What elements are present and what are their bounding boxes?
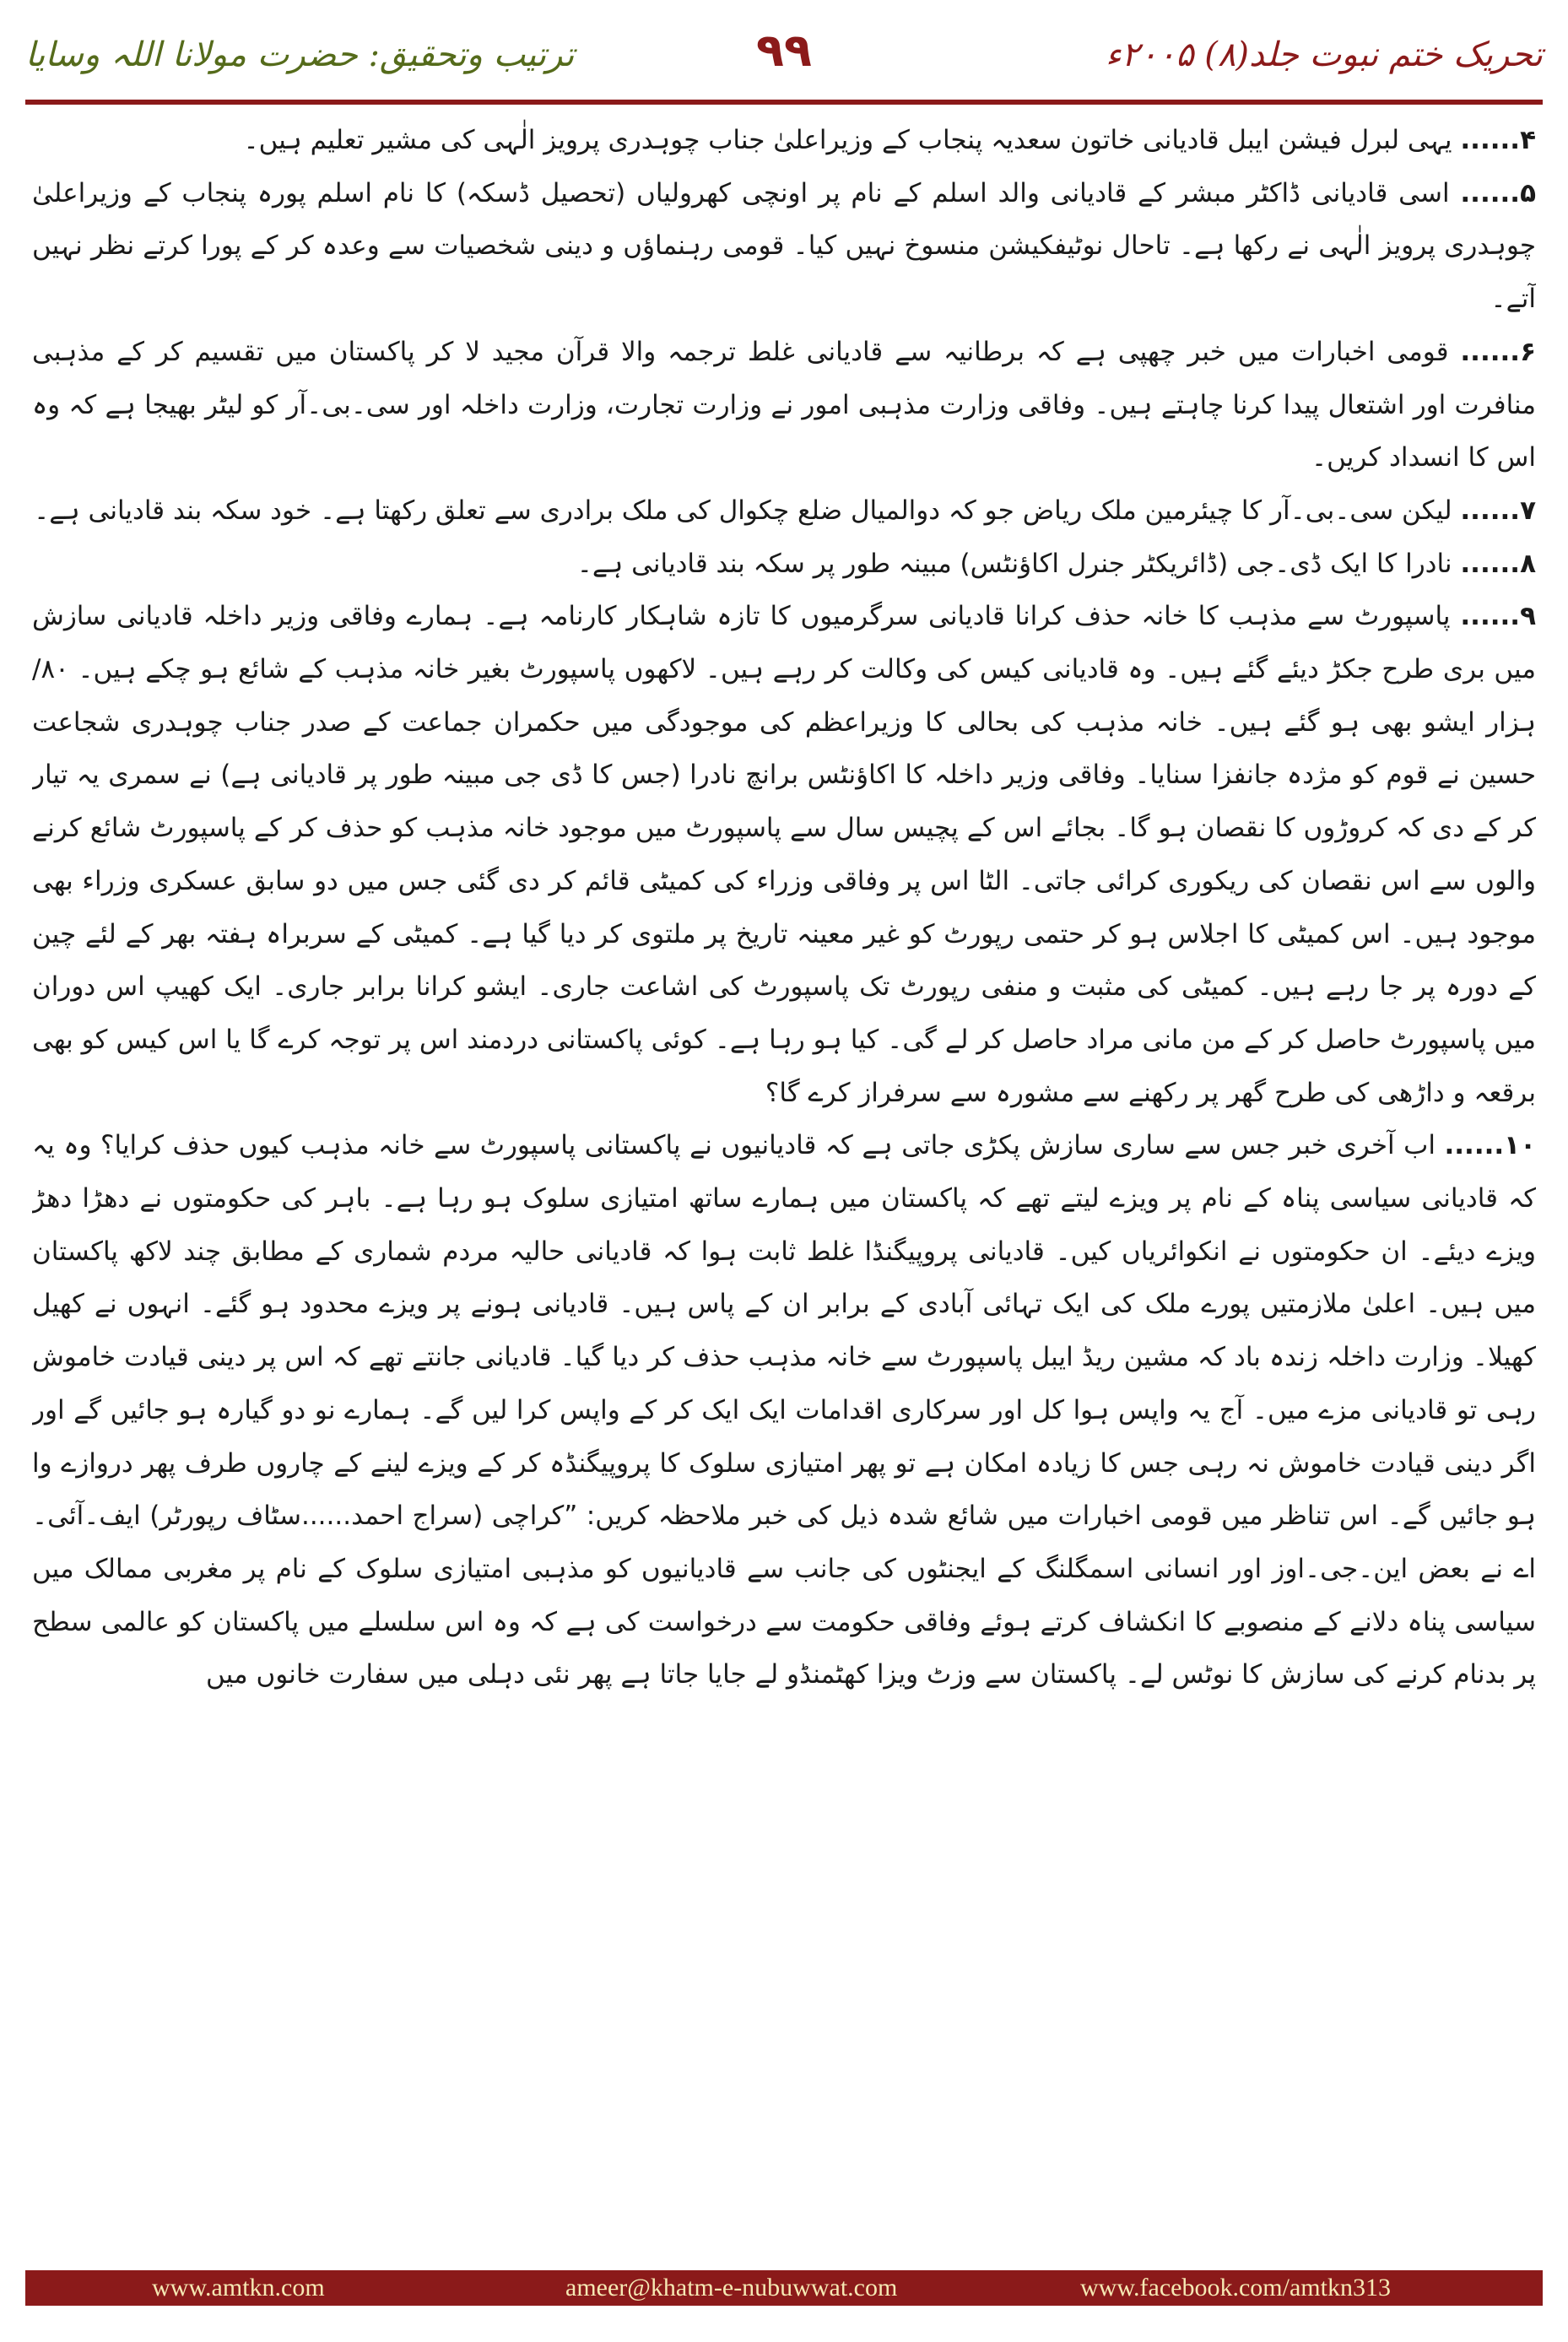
paragraph-text: لیکن سی۔بی۔آر کا چیئرمین ملک ریاض جو کہ دوالمیال ضلع چکوال کی ملک برادری سے تعلق رکھتا ہے۔ خود سکہ بند قادیانی ہے۔ bbox=[34, 495, 1452, 526]
paragraph-number: ۴...... bbox=[1460, 125, 1536, 155]
page-number: ۹۹ bbox=[756, 24, 812, 77]
paragraph-4 bbox=[32, 114, 1536, 167]
paragraph-text: اب آخری خبر جس سے ساری سازش پکڑی جاتی ہے کہ قادیانیوں نے پاکستانی پاسپورٹ سے خانہ مذہب کیوں حذف کرایا؟ وہ یہ کہ قادیانی سیاسی پناہ کے نام پر ویزے لیتے تھے کہ پاکستان میں ہمارے ساتھ امتیازی سلوک ہو رہا ہے۔ باہر کی حکومتوں نے دھڑا دھڑ ویزے دیئے۔ ان حکومتوں نے انکوائریاں کیں۔ قادیانی پروپیگنڈا غلط ثابت ہوا کہ قادیانی حالیہ مردم شماری کے مطابق چند لاکھ پاکستان میں ہیں۔ اعلیٰ ملازمتیں پورے ملک کی ایک تہائی آبادی کے برابر ان کے پاس ہیں۔ قادیانی ہونے پر ویزے محدود ہو گئے۔ انہوں نے کھیل کھیلا۔ وزارت داخلہ زندہ باد کہ مشین ریڈ ایبل پاسپورٹ سے خانہ مذہب حذف کر دیا گیا۔ قادیانی جانتے تھے کہ اس پر دینی قیادت خاموش رہی تو قادیانی مزے میں۔ آج یہ واپس ہوا کل اور سرکاری اقدامات ایک ایک کر کے واپس کرا لیں گے۔ ہمارے نو دو گیارہ ہو جائیں گے اور اگر دینی قیادت خاموش نہ رہی جس کا زیادہ امکان ہے تو پھر امتیازی سلوک کا پروپیگنڈہ کر کے ویزے لینے کے چاروں طرف پھر دروازے وا ہو جائیں گے۔ اس تناظر میں قومی اخبارات میں شائع شدہ ذیل کی خبر ملاحظہ کریں: ”کراچی (سراج احمد......سٹاف رپورٹر) ایف۔آئی۔اے نے بعض این۔جی۔اوز اور انسانی اسمگلنگ کے ایجنٹوں کی جانب سے قادیانیوں کو مذہبی امتیازی سلوک کے نام پر مغربی ممالک میں سیاسی پناہ دلانے کے منصوبے کا انکشاف کرتے ہوئے وفاقی حکومت سے درخواست کی ہے کہ وہ اس سلسلے میں پاکستان کو عالمی سطح پر بدنام کرنے کی سازش کا نوٹس لے۔ پاکستان سے وزٹ ویزا کھٹمنڈو لے جایا جاتا ہے پھر نئی دہلی میں سفارت خانوں میں bbox=[32, 1130, 1536, 1690]
footer-bar bbox=[25, 2270, 1543, 2306]
paragraph-8 bbox=[32, 538, 1536, 591]
paragraph-number: ۵...... bbox=[1460, 177, 1536, 208]
paragraph-text: نادرا کا ایک ڈی۔جی (ڈائریکٹر جنرل اکاؤنٹس) مبینہ طور پر سکہ بند قادیانی ہے۔ bbox=[576, 548, 1452, 579]
body-text bbox=[32, 114, 1536, 2237]
footer-facebook-link[interactable]: www.facebook.com/amtkn313 bbox=[1080, 2274, 1391, 2301]
footer-website-link[interactable]: www.amtkn.com bbox=[152, 2274, 325, 2301]
footer-email-link[interactable]: ameer@khatm-e-nubuwwat.com bbox=[565, 2274, 898, 2301]
paragraph-text: قومی اخبارات میں خبر چھپی ہے کہ برطانیہ سے قادیانی غلط ترجمہ والا قرآن مجید لا کر پاکستان میں تقسیم کر کے مذہبی منافرت اور اشتعال پیدا کرنا چاہتے ہیں۔ وفاقی وزارت مذہبی امور نے وزارت تجارت، وزارت داخلہ اور سی۔بی۔آر کو لیٹر بھیجا ہے کہ وہ اس کا انسداد کریں۔ bbox=[32, 336, 1536, 473]
paragraph-10 bbox=[32, 1119, 1536, 1701]
header-book-title: تحریک ختم نبوت جلد(۸) ۲۰۰۵ء bbox=[1105, 35, 1543, 74]
paragraph-number: ۸...... bbox=[1460, 548, 1536, 579]
header-rule bbox=[25, 100, 1543, 105]
paragraph-7 bbox=[32, 484, 1536, 538]
paragraph-text: یہی لبرل فیشن ایبل قادیانی خاتون سعدیہ پنجاب کے وزیراعلیٰ جناب چوہدری پرویز الٰہی کی مشیر تعلیم ہیں۔ bbox=[243, 125, 1452, 155]
paragraph-number: ۷...... bbox=[1460, 495, 1536, 526]
paragraph-5 bbox=[32, 167, 1536, 326]
paragraph-6 bbox=[32, 326, 1536, 484]
paragraph-text: اسی قادیانی ڈاکٹر مبشر کے قادیانی والد اسلم کے نام پر اونچی کھرولیاں (تحصیل ڈسکہ) کا نام اسلم پورہ پنجاب کے وزیراعلیٰ چوہدری پرویز الٰہی نے رکھا ہے۔ تاحال نوٹیفکیشن منسوخ نہیں کیا۔ قومی رہنماؤں و دینی شخصیات سے وعدہ کر کے پورا کرتے نظر نہیں آتے۔ bbox=[32, 177, 1536, 315]
paragraph-number: ۶...... bbox=[1460, 336, 1536, 367]
paragraph-number: ۹...... bbox=[1460, 601, 1536, 632]
page-header bbox=[25, 24, 1543, 91]
paragraph-9 bbox=[32, 590, 1536, 1119]
header-compiler: ترتیب وتحقیق: حضرت مولانا اللہ وسایا bbox=[25, 35, 575, 74]
paragraph-number: ۱۰...... bbox=[1444, 1130, 1536, 1161]
paragraph-text: پاسپورٹ سے مذہب کا خانہ حذف کرانا قادیانی سرگرمیوں کا تازہ شاہکار کارنامہ ہے۔ ہمارے وفاقی وزیر داخلہ قادیانی سازش میں بری طرح جکڑ دیئے گئے ہیں۔ وہ قادیانی کیس کی وکالت کر رہے ہیں۔ لاکھوں پاسپورٹ بغیر خانہ مذہب کے شائع ہو چکے ہیں۔ ۸۰/ ہزار ایشو بھی ہو گئے ہیں۔ خانہ مذہب کی بحالی کا وزیراعظم کی موجودگی میں حکمران جماعت کے صدر جناب چوہدری شجاعت حسین نے قوم کو مژدہ جانفزا سنایا۔ وفاقی وزیر داخلہ کا اکاؤنٹس برانچ نادرا (جس کا ڈی جی مبینہ طور پر قادیانی ہے) نے سمری یہ تیار کر کے دی کہ کروڑوں کا نقصان ہو گا۔ بجائے اس کے پچیس سال سے پاسپورٹ میں موجود خانہ مذہب کو حذف کر کے پاسپورٹ شائع کرنے والوں سے اس نقصان کی ریکوری کرائی جاتی۔ الٹا اس پر وفاقی وزراء کی کمیٹی قائم کر دی گئی جس میں دو سابق عسکری وزراء بھی موجود ہیں۔ اس کمیٹی کا اجلاس ہو کر حتمی رپورٹ کو غیر معینہ تاریخ پر ملتوی کر دیا گیا ہے۔ کمیٹی کے سربراہ ہفتہ بھر کے لئے چین کے دورہ پر جا رہے ہیں۔ کمیٹی کی مثبت و منفی رپورٹ تک پاسپورٹ کی اشاعت جاری۔ ایشو کرانا برابر جاری۔ ایک کھیپ اس دوران میں پاسپورٹ حاصل کر کے من مانی مراد حاصل کر لے گی۔ کیا ہو رہا ہے۔ کوئی پاکستانی دردمند اس پر توجہ کرے گا یا اس کیس کو بھی برقعہ و داڑھی کی طرح گھر پر رکھنے سے مشورہ سے سرفراز کرے گا؟ bbox=[32, 601, 1536, 1108]
